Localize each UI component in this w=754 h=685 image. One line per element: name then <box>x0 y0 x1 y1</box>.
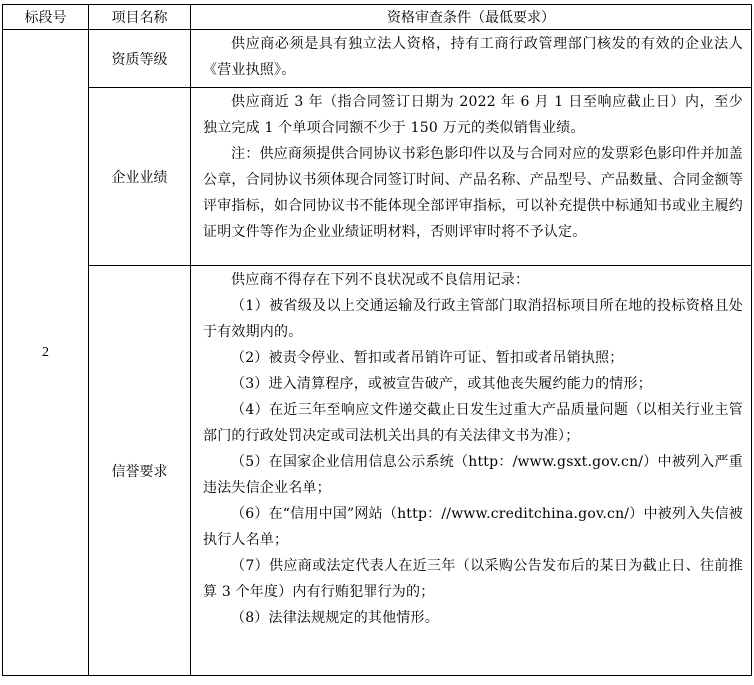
header-conditions: 资格审查条件（最低要求） <box>191 5 752 30</box>
condition-paragraph: 供应商近 3 年（指合同签订日期为 2022 年 6 月 1 日至响应截止日）内，至少独立完成 1 个单项合同额不少于 150 万元的类似销售业绩。 <box>203 94 743 136</box>
condition-paragraph: 供应商必须是具有独立法人资格，持有工商行政管理部门核发的有效的企业法人《营业执照》。 <box>203 36 743 78</box>
condition-paragraph: （4）在近三年至响应文件递交截止日发生过重大产品质量问题（以相关行业主管部门的行政处罚决定或司法机关出具的有关法律文书为准）； <box>203 402 743 444</box>
qualification-table <box>2 4 752 676</box>
condition-paragraph: 注：供应商须提供合同协议书彩色影印件以及与合同对应的发票彩色影印件并加盖公章，合同协议书须体现合同签订时间、产品名称、产品型号、产品数量、合同金额等评审指标，如合同协议书不能体现全部评审指标，可以补充提供中标通知书或业主履约证明文件等作为企业业绩证明材料，否则评审时将不予认定。 <box>203 146 743 240</box>
conditions-reputation <box>191 266 752 676</box>
item-name-qualification: 资质等级 <box>89 30 191 88</box>
item-name-reputation: 信誉要求 <box>89 266 191 676</box>
condition-paragraph: （3）进入清算程序，或被宣告破产，或其他丧失履约能力的情形； <box>231 376 652 392</box>
condition-paragraph: （6）在“信用中国”网站（http：//www.creditchina.gov.cn/）中被列入失信被执行人名单； <box>203 506 743 548</box>
row-qualification <box>3 30 752 88</box>
condition-paragraph: （5）在国家企业信用信息公示系统（http：/www.gsxt.gov.cn/）中被列入严重违法失信企业名单； <box>203 454 743 496</box>
condition-paragraph: （1）被省级及以上交通运输及行政主管部门取消招标项目所在地的投标资格且处于有效期内的。 <box>203 298 743 340</box>
header-section-number: 标段号 <box>3 5 89 30</box>
header-row <box>3 5 752 30</box>
section-number-cell: 2 <box>3 30 89 676</box>
row-performance <box>3 88 752 266</box>
row-reputation <box>3 266 752 676</box>
condition-paragraph: 供应商不得存在下列不良状况或不良信用记录： <box>231 272 530 288</box>
condition-paragraph: （8）法律法规规定的其他情形。 <box>231 610 439 626</box>
conditions-qualification <box>191 30 752 88</box>
header-item-name: 项目名称 <box>89 5 191 30</box>
item-name-performance: 企业业绩 <box>89 88 191 266</box>
conditions-performance <box>191 88 752 266</box>
condition-paragraph: （7）供应商或法定代表人在近三年（以采购公告发布后的某日为截止日、往前推算 3 个年度）内有行贿犯罪行为的； <box>203 558 743 600</box>
condition-paragraph: （2）被责令停业、暂扣或者吊销许可证、暂扣或者吊销执照； <box>231 350 624 366</box>
